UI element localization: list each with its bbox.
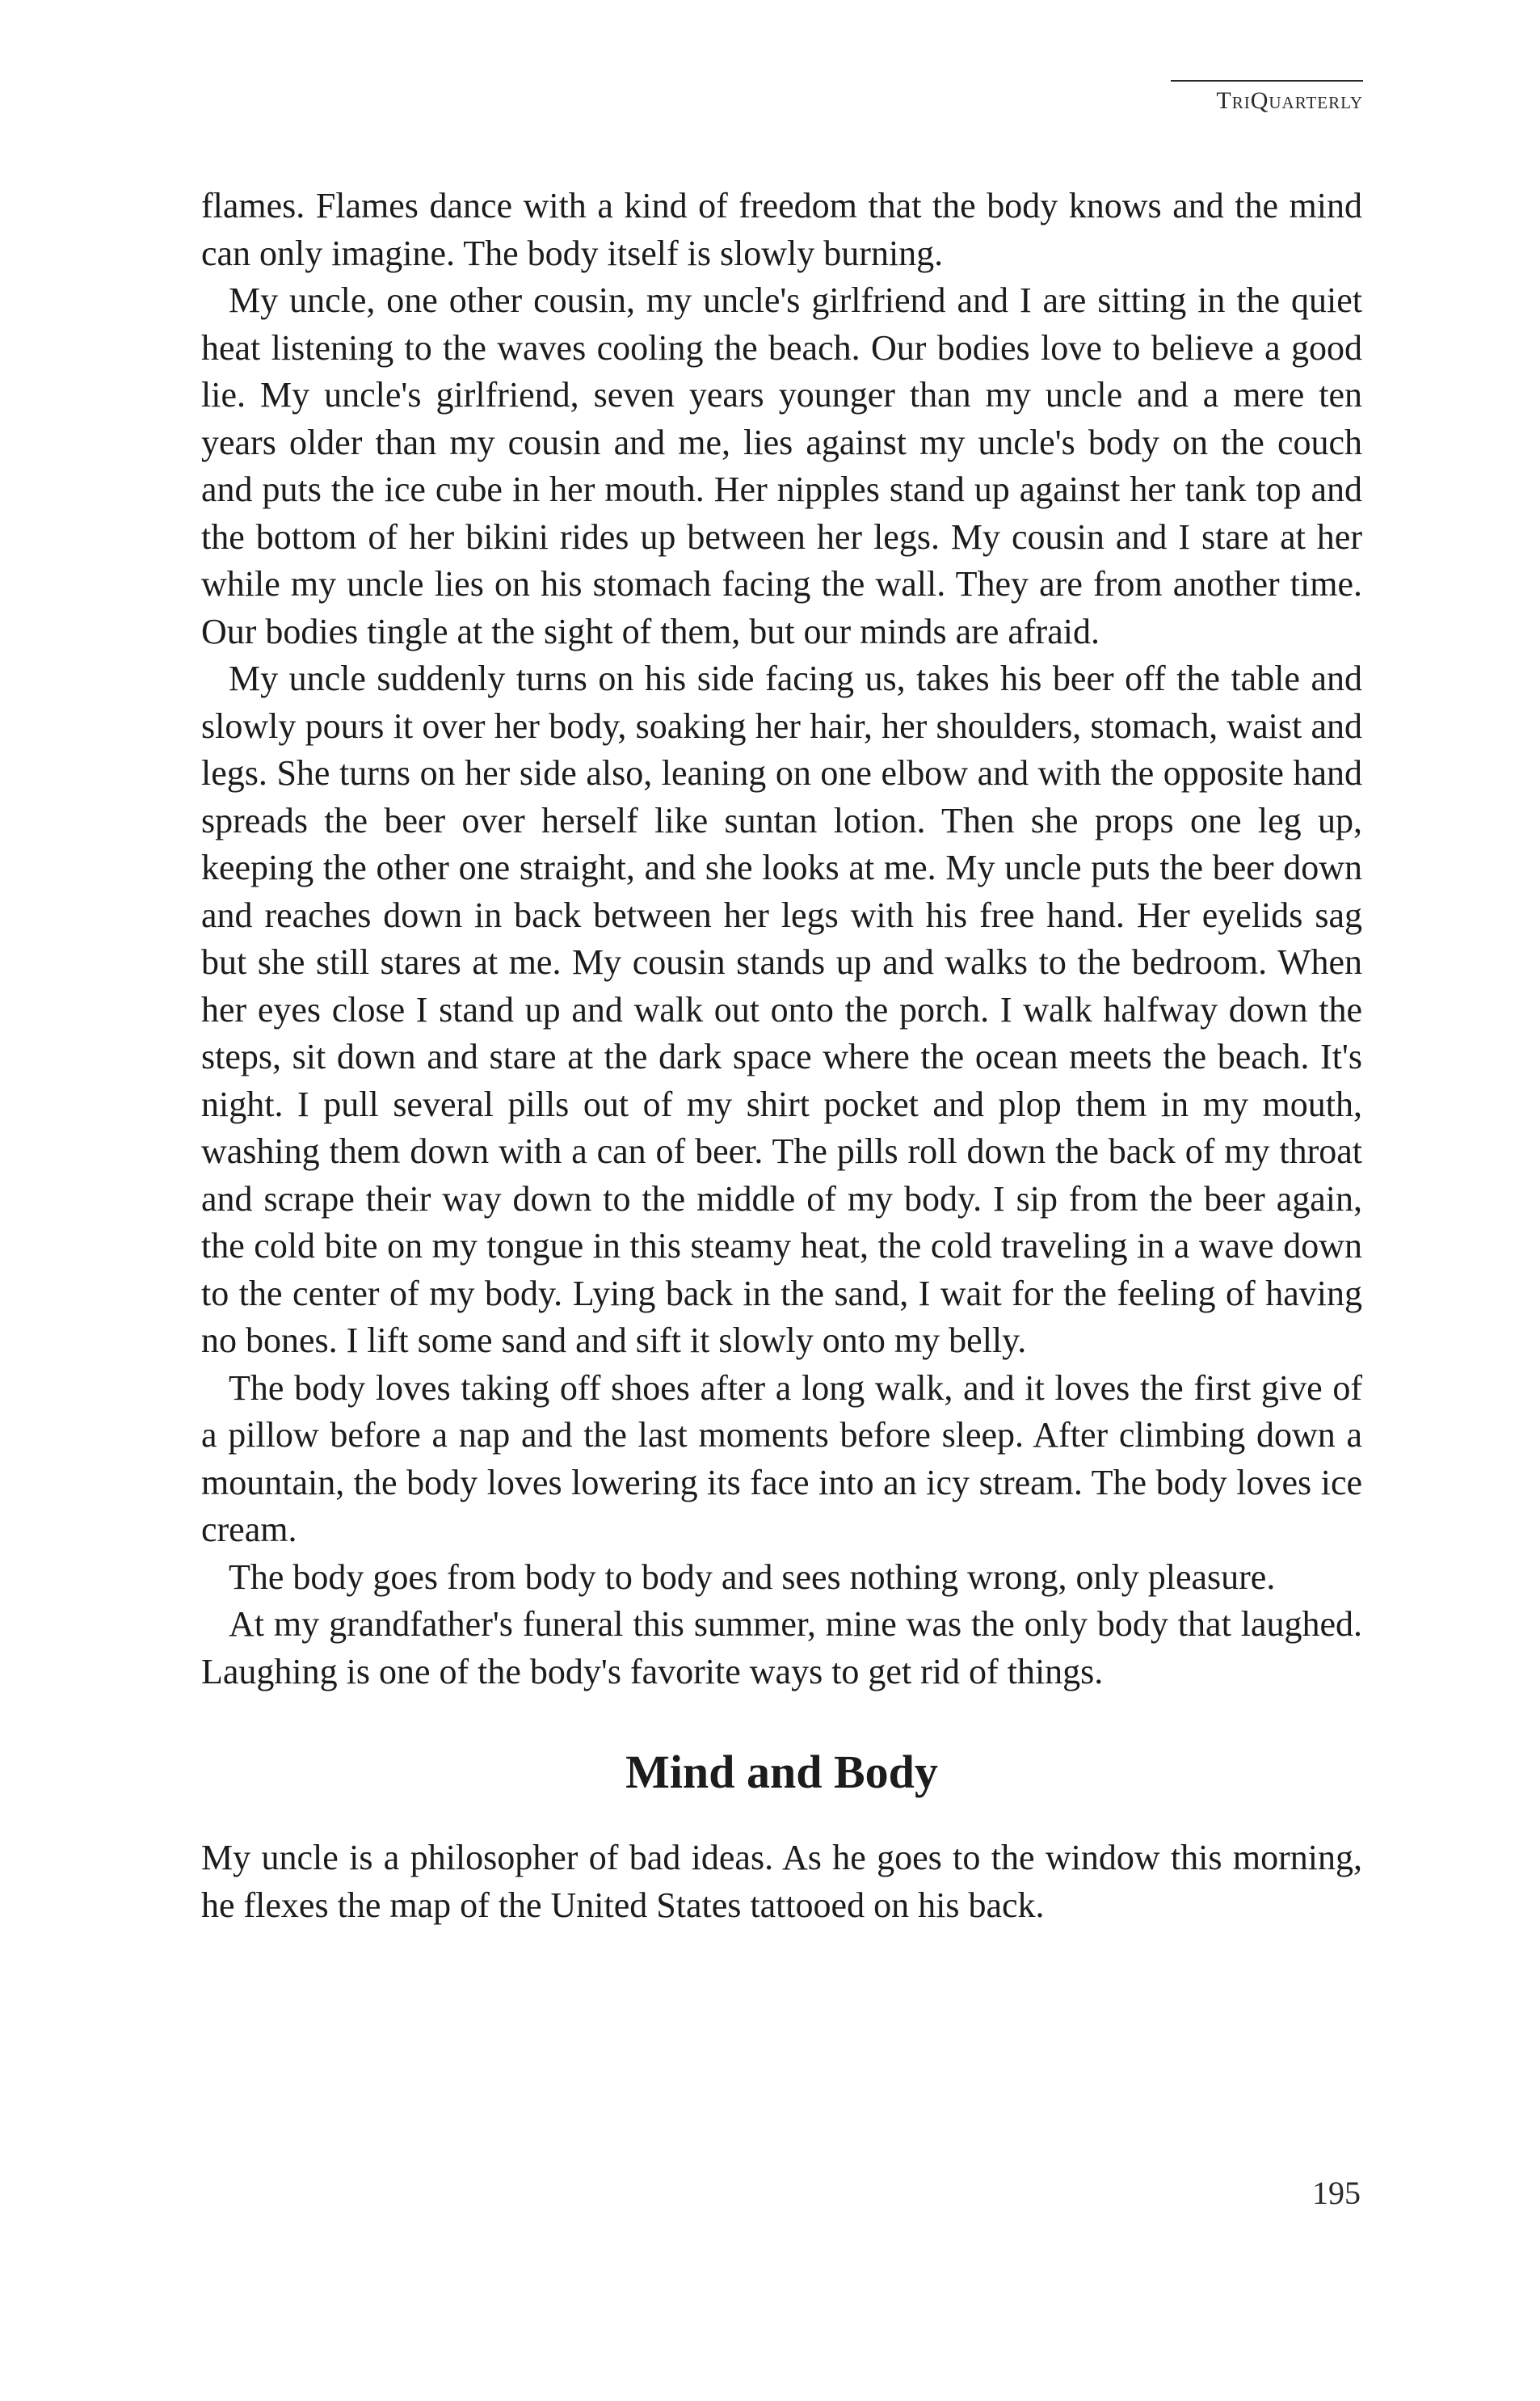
paragraph-4: The body loves taking off shoes after a long walk, and it loves the first give of a pillow before a nap and the last moments before sleep. After climbing down a mountain, the body loves lowering its face into an icy stream. The body loves ice cream.	[201, 1367, 1362, 1549]
page-number: 195	[1312, 2175, 1361, 2211]
paragraph-5: The body goes from body to body and sees nothing wrong, only pleasure.	[229, 1556, 1276, 1597]
running-head: TriQuarterly	[1216, 87, 1363, 114]
paragraph-2: My uncle, one other cousin, my uncle's girlfriend and I are sitting in the quiet heat listening to the waves cooling the beach. Our bodies love to believe a good lie. My uncle's girlfriend, seven years younger than my uncle and a mere ten years older than my cousin and me, lies against my uncle's body on the couch and puts the ice cube in her mouth. Her nipples stand up against her tank top and the bottom of her bikini rides up between her legs. My cousin and I stare at her while my uncle lies on his stomach facing the wall. They are from another time. Our bodies tingle at the sight of them, but our minds are afraid.	[201, 280, 1362, 651]
paragraph-1: flames. Flames dance with a kind of freedom that the body knows and the mind can only imagine. The body itself is slowly burning.	[201, 186, 1362, 273]
paragraph-3: My uncle suddenly turns on his side facing us, takes his beer off the table and slowly pours it over her body, soaking her hair, her shoulders, stomach, waist and legs. She turns on her side also, leaning on one elbow and with the opposite hand spreads the beer over herself like suntan lotion. Then she props one leg up, keeping the other one straight, and she looks at me. My uncle puts the beer down and reaches down in back between her legs with his free hand. Her eyelids sag but she still stares at me. My cousin stands up and walks to the bedroom. When her eyes close I stand up and walk out onto the porch. I walk halfway down the steps, sit down and stare at the dark space where the ocean meets the beach. It's night. I pull several pills out of my shirt pocket and plop them in my mouth, washing them down with a can of beer. The pills roll down the back of my throat and scrape their way down to the middle of my body. I sip from the beer again, the cold bite on my tongue in this steamy heat, the cold traveling in a wave down to the center of my body. Lying back in the sand, I wait for the feeling of having no bones. I lift some sand and sift it slowly onto my belly.	[201, 659, 1362, 1360]
text-block	[201, 183, 1362, 1929]
section-paragraph: My uncle is a philosopher of bad ideas. As he goes to the window this morning, he flexes the map of the United States tattooed on his back.	[201, 1838, 1362, 1925]
paragraph-6: At my grandfather's funeral this summer, mine was the only body that laughed. Laughing is one of the body's favorite ways to get rid of things.	[201, 1604, 1362, 1691]
section-title: Mind and Body	[625, 1746, 938, 1798]
running-head-rule	[1171, 80, 1363, 82]
